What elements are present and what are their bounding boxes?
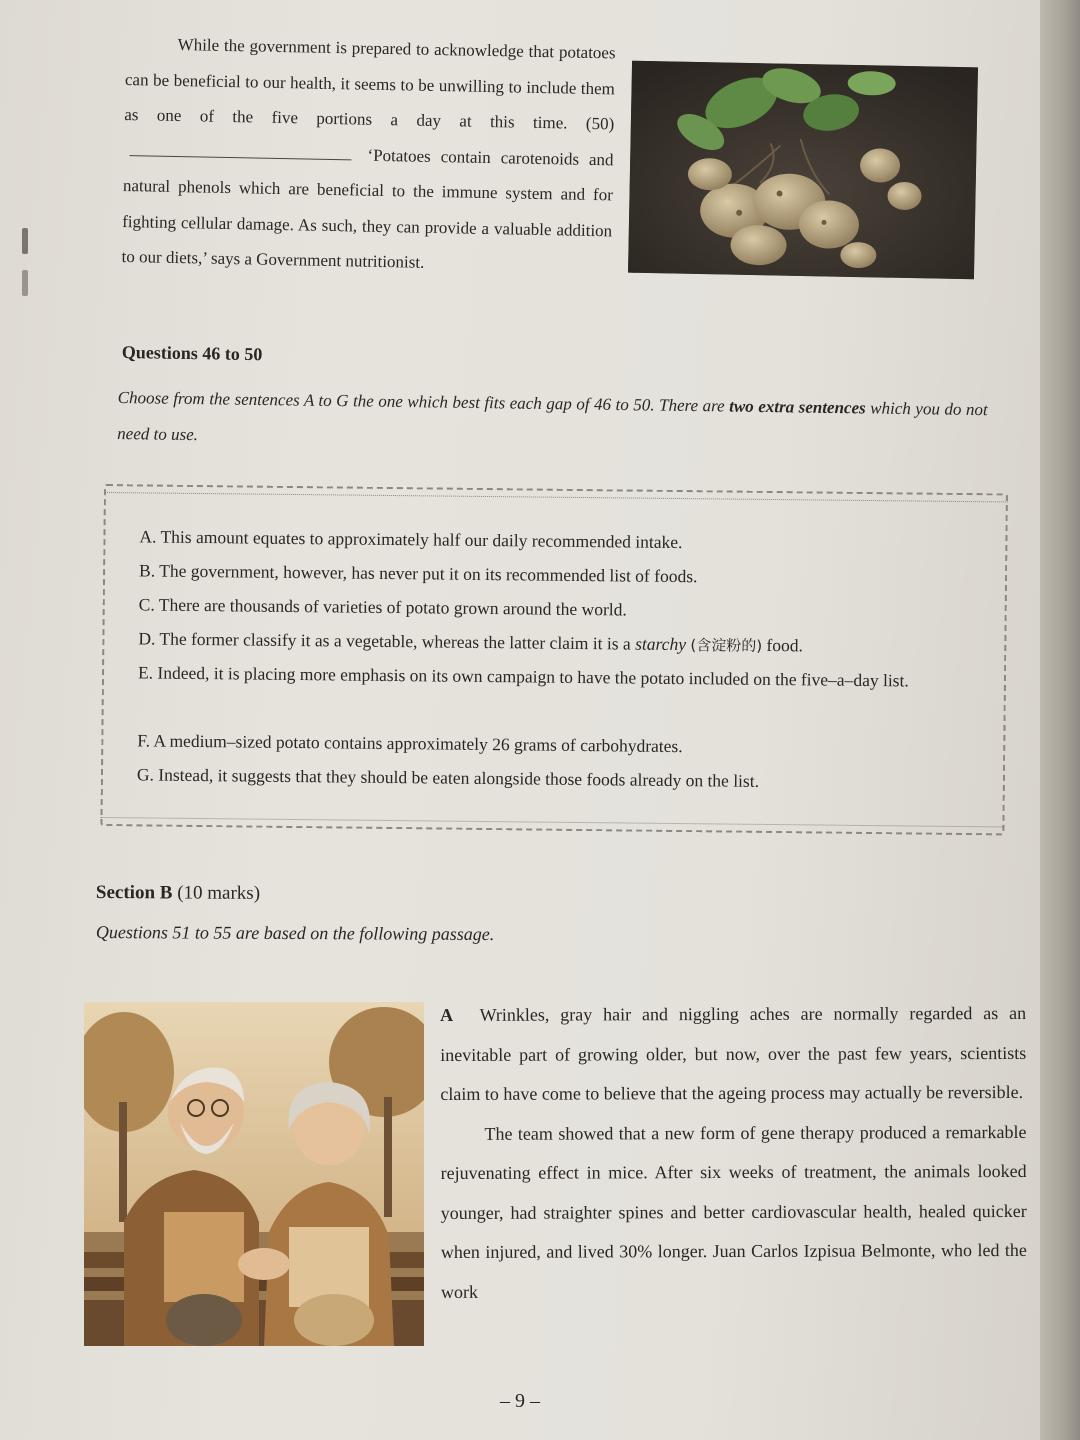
option-text: There are thousands of varieties of potato grown around the world. [158,594,627,620]
paragraph-label: A [440,1004,454,1025]
option-letter: G. [136,764,155,785]
instruction-text: Choose from the sentences A to G the one which best fits each gap of 46 to 50. There are [117,387,725,416]
option-letter: D. [138,628,156,649]
option-letter: A. [139,526,157,547]
option-f [137,726,977,763]
section-b-title [96,882,260,905]
option-g [137,760,977,797]
passage-paragraph-1: Wrinkles, gray hair and niggling aches are normally regarded as an inevitable part of growing older, but now, over the past few years, scientists claim to have come to believe that the ageing process may actually be reversible. [440,1002,1027,1104]
options-box [100,484,1008,835]
option-italic-word: starchy [635,633,687,655]
instruction-text-end: which you do not need to use. [117,398,988,445]
option-text: This amount equates to approximately half our daily recommended intake. [160,526,683,553]
passage-paragraph-2: The team showed that a new form of gene therapy produced a remarkable rejuvenating effect in mice. After six weeks of treatment, the animals looked younger, had straighter spines and better cardiovascular health, healed quicker when injured, and lived 30% longer. Juan Carlos Izpisua Belmonte, who led the work [440,1121,1027,1302]
passage-paragraph-top [121,26,616,284]
binder-clip [22,228,28,254]
option-text: Instead, it suggests that they should be eaten alongside those foods already on the list. [158,764,760,791]
paragraph-text-after-gap: ‘Potatoes contain carotenoids and natural phenols which are beneficial to the immune system and for fighting cellular damage. As such, they can provide a valuable addition to our diets,’ says a Government nutritionist. [121,145,614,272]
option-letter: E. [137,662,154,683]
option-text: The government, however, has never put it on its recommended list of foods. [159,560,698,587]
questions-heading: Questions 46 to 50 [121,342,263,365]
option-chinese-gloss: (含淀粉的) [690,636,763,655]
page-number: – 9 – [500,1390,540,1412]
section-b-subtitle: Questions 51 to 55 are based on the following passage. [95,922,495,945]
option-letter: B. [138,560,156,581]
option-a [139,522,979,559]
option-text: A medium–sized potato contains approximately 26 grams of carbohydrates. [153,730,683,757]
binder-clip [22,270,28,296]
paragraph-text-before-gap: While the government is prepared to acknowledge that potatoes can be beneficial to our health, it seems to be unwilling to include them as one of the five portions a day at this time. (50) [124,34,616,134]
section-b-label: Section B [95,882,173,904]
instruction-emphasis: two extra sentences [729,396,866,418]
passage-section-a [440,994,1027,1312]
option-text-end: food. [766,634,804,656]
page-binding-edge [1040,0,1080,1440]
potato-photo [628,61,978,280]
answer-gap-50 [130,141,352,160]
option-e [138,658,978,695]
option-b [139,556,979,593]
questions-instruction [117,380,988,464]
option-letter: C. [138,594,155,615]
elderly-couple-illustration [84,1002,424,1346]
option-text: Indeed, it is placing more emphasis on its own campaign to have the potato included on the five–a–day list. [157,662,909,691]
section-b-marks: (10 marks) [177,882,261,904]
option-c [139,590,979,627]
option-letter: F. [137,730,151,751]
option-text: The former classify it as a vegetable, whereas the latter claim it is a [159,628,631,654]
option-d [138,624,978,662]
